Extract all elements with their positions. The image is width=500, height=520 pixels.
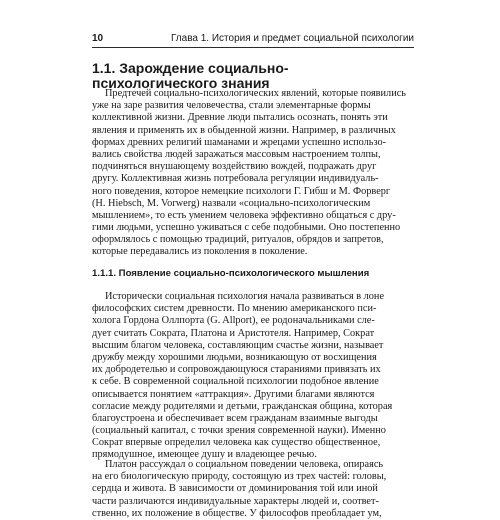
text-line: вались свойства людей заражаться массовым настроением толпы, [92, 148, 381, 160]
text-line: высшим благом человека, составляющим счастье жизни, называет [92, 339, 384, 351]
text-line: формах древних религий шаманами и жрецами успешно использо- [92, 136, 387, 148]
text-line: другу. Коллективная жизнь потребовала регуляции индивидуаль- [92, 173, 379, 185]
section-heading-line: 1.1. Зарождение социально- [92, 60, 289, 76]
text-line: дует считать Сократа, Платона и Аристотеля. Например, Сократ [92, 327, 375, 339]
text-line: которые передавались из поколения в поколение. [92, 246, 308, 258]
text-line: мышлением», то есть умением человека эффективно общаться с дру- [92, 209, 396, 221]
running-head [92, 33, 414, 47]
header-rule [92, 47, 414, 48]
subsection-heading: 1.1.1. Появление социально-психологического мышления [92, 268, 370, 279]
chapter-title: Глава 1. История и предмет социальной психологии [170, 33, 414, 44]
text-line: холога Гордона Оллпорта (G. Allport), ее родоначальниками сле- [92, 315, 375, 327]
text-line: философских систем древности. По мнению американского пси- [92, 303, 377, 315]
section-heading-line: психологического знания [92, 75, 270, 91]
text-line: коллективной жизни. Древние люди пытались осознать, понять эти [92, 112, 388, 124]
text-line: ственно, их положение в обществе. У философов преобладает ум, [92, 507, 382, 519]
text-line: части различаются индивидуальные характеры людей и, соответ- [92, 495, 379, 507]
paragraph [92, 459, 414, 520]
text-line: (социальный капитал, с точки зрения современной науки). Именно [92, 425, 386, 437]
text-line: к себе. В современной социальной психологии подобное явление [92, 376, 379, 388]
text-line: Платон рассуждал о социальном поведении человека, опираясь [105, 459, 384, 470]
text-line: уже на заре развития человечества, стали элементарные формы [92, 100, 371, 112]
page-number: 10 [92, 33, 104, 44]
paragraph [92, 88, 414, 259]
text-line: Исторически социальная психология начала развиваться в лоне [105, 291, 385, 302]
text-line: сердца и живота. В зависимости от доминирования той или иной [92, 483, 378, 495]
text-line: их добродетелью и сопровождающуюся стараниями привязать их [92, 364, 381, 376]
text-line: Предтечей социально-психологических явлений, которые появились [105, 88, 406, 99]
text-line: гими людьми, успешно уживаться с себе подобными. Оно постепенно [92, 222, 401, 234]
text-line: оформлялось с помощью традиций, ритуалов, обрядов и запретов, [92, 234, 384, 246]
text-line: подчиняться внушающему воздействию вождей, подражать друг [92, 161, 377, 173]
text-line: на его биологическую природу, состоящую из трех частей: головы, [92, 471, 387, 483]
text-line: прямодушное, имеющее душу и владеющее речью. [92, 449, 317, 461]
text-line: ного поведения, которое немецкие психологи Г. Гибш и М. Форверг [92, 185, 391, 197]
paragraph [92, 291, 414, 462]
text-line: дружбу между хорошими людьми, возникающую от восхищения [92, 351, 377, 363]
text-line: (H. Hiebsch, M. Vorwerg) назвали «социально-психологическим [92, 197, 371, 209]
text-line: явления и применять их в обыденной жизни. Например, в различных [92, 124, 396, 136]
text-line: благоустроена и обеспечивает всем гражданам взаимные выгоды [92, 412, 378, 424]
text-line: Сократ впервые определил человека как существо общественное, [92, 437, 381, 449]
section-heading [92, 61, 414, 91]
text-line: согласие между родителями и детьми, гражданская община, которая [92, 400, 393, 412]
text-line: описывается понятием «аттракция». Другими благами являются [92, 388, 375, 400]
